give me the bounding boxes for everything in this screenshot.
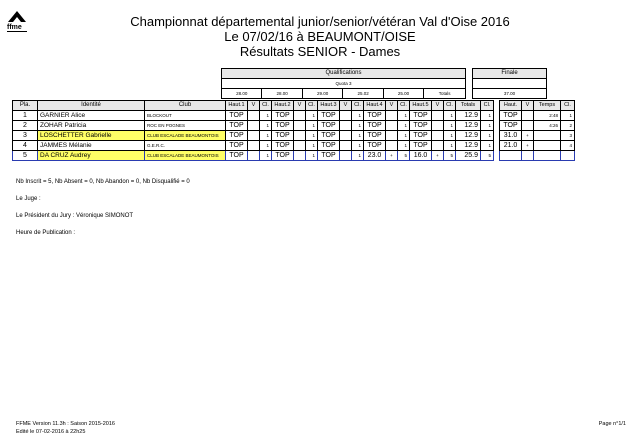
cell-rank: 1 [352,121,364,131]
cell-club: CLUB ESCALADE BEAUMONTOIS [145,151,226,161]
cell-rank: 1 [306,151,318,161]
cell-rank: 1 [444,111,456,121]
cell-height: TOP [364,131,386,141]
col-qualif: V [294,101,306,111]
col-qualif: Haut.1 [226,101,248,111]
route-time: 28.00 [262,89,302,99]
cell-club: CLUB ESCALADE BEAUMONTOIS [145,131,226,141]
cell-v [248,141,260,151]
qualifications-label: Qualifications [222,69,466,79]
footer-edited: Edité le 07-02-2016 à 22h25 [16,429,86,435]
cell-v [432,141,444,151]
table-row[interactable] [13,131,575,141]
cell-rank: 1 [398,131,410,141]
col-qualif: Haut.5 [410,101,432,111]
cell-v: + [432,151,444,161]
cell-height: TOP [318,111,340,121]
cell-finale-time: 4:26 [534,121,561,131]
col-qualif: V [340,101,352,111]
cell-v [294,131,306,141]
cell-rank: 5 [398,151,410,161]
cell-v [432,121,444,131]
cell-finale-rank: 3 [561,131,575,141]
col-qualif: Cl. [352,101,364,111]
president-label: Le Président du Jury : Véronique SIMONOT [16,213,134,219]
cell-v [340,121,352,131]
cell-name: LOSCHETTER Gabrielle [38,131,145,141]
col-finale: Temps [534,101,561,111]
cell-total-rank: 1 [481,141,494,151]
cell-finale-rank: 2 [561,121,575,131]
cell-v [340,151,352,161]
cell-finale-v [522,151,534,161]
cell-rank: 1 [352,111,364,121]
table-row[interactable] [13,141,575,151]
cell-finale-rank [561,151,575,161]
cell-club: BLOCKOUT [145,111,226,121]
cell-height: TOP [410,131,432,141]
cell-height: TOP [318,151,340,161]
col-finale: V [522,101,534,111]
cell-v [386,131,398,141]
publication-label: Heure de Publication : [16,230,76,236]
cell-height: TOP [226,121,248,131]
cell-rank: 1 [260,131,272,141]
cell-height: TOP [272,141,294,151]
cell-total-rank: 1 [481,131,494,141]
footer-version: FFME Version 11.3h : Saison 2015-2016 [16,421,115,427]
participant-counts: Nb Inscrit = 5, Nb Absent = 0, Nb Abandon = 0, Nb Disqualifié = 0 [16,179,190,185]
cell-total: 12.9 [456,121,481,131]
finale-header [472,68,547,99]
quota-label: Quota 3 [222,79,466,89]
col-qualif: Cl. [306,101,318,111]
cell-finale-height [500,151,522,161]
col-pla: Pla. [13,101,38,111]
table-row[interactable] [13,111,575,121]
cell-height: TOP [272,111,294,121]
cell-height: TOP [410,111,432,121]
cell-rank: 1 [306,111,318,121]
cell-pla: 2 [13,121,38,131]
cell-height: TOP [318,141,340,151]
col-qualif: V [432,101,444,111]
cell-name: GARNIER Alice [38,111,145,121]
cell-v [386,121,398,131]
cell-name: ZOHAR Patricia [38,121,145,131]
col-qualif: Cl. [444,101,456,111]
cell-v [340,141,352,151]
totals-label: Totals [424,89,466,99]
route-time: 29.00 [302,89,342,99]
cell-v: + [386,151,398,161]
cell-pla: 3 [13,131,38,141]
col-qualif: Haut.2 [272,101,294,111]
cell-rank: 1 [444,121,456,131]
col-finale: Cl. [561,101,575,111]
cell-v [248,121,260,131]
cell-rank: 1 [398,121,410,131]
cell-rank: 1 [352,141,364,151]
cell-v [248,131,260,141]
cell-rank: 1 [352,151,364,161]
cell-finale-time: 2:48 [534,111,561,121]
cell-finale-rank: 4 [561,141,575,151]
cell-club: ROC EN POGNES [145,121,226,131]
col-finale: Haut. [500,101,522,111]
cell-total-rank: 1 [481,111,494,121]
cell-rank: 1 [306,141,318,151]
cell-height: TOP [364,141,386,151]
page-title: Championnat départemental junior/senior/vétéran Val d'Oise 2016 [130,14,510,29]
cell-finale-height: 21.0 [500,141,522,151]
cell-height: TOP [272,131,294,141]
cell-height: TOP [226,151,248,161]
cell-finale-height: 31.0 [500,131,522,141]
cell-v [386,111,398,121]
route-time: 25.02 [343,89,383,99]
cell-rank: 1 [352,131,364,141]
cell-name: JAMMES Mélanie [38,141,145,151]
cell-rank: 1 [260,141,272,151]
cell-total-rank: 1 [481,121,494,131]
footer-page: Page n°1/1 [598,421,626,427]
finale-time: 37.00 [473,89,547,99]
cell-height: TOP [364,121,386,131]
cell-rank: 1 [260,121,272,131]
results-subtitle: Résultats SENIOR - Dames [239,44,401,59]
cell-height: TOP [272,151,294,161]
cell-rank: 1 [444,141,456,151]
cell-rank: 5 [444,151,456,161]
cell-height: TOP [410,121,432,131]
cell-v [294,111,306,121]
cell-v [340,111,352,121]
cell-v [248,151,260,161]
col-qualif: V [248,101,260,111]
cell-finale-height: TOP [500,111,522,121]
col-qualif: Haut.3 [318,101,340,111]
cell-height: 23.0 [364,151,386,161]
cell-v [432,111,444,121]
juge-label: Le Juge : [16,196,41,202]
table-row[interactable] [13,121,575,131]
cell-rank: 1 [306,121,318,131]
results-table [12,100,575,161]
cell-height: TOP [226,141,248,151]
cell-finale-v [522,121,534,131]
cell-total-rank: 5 [481,151,494,161]
cell-v [432,131,444,141]
cell-v [294,151,306,161]
cell-finale-height: TOP [500,121,522,131]
cell-finale-time [534,141,561,151]
col-qualif: V [386,101,398,111]
cell-height: TOP [318,121,340,131]
cell-name: DA CRUZ Audrey [38,151,145,161]
qualifications-header [221,68,466,99]
cell-height: TOP [226,131,248,141]
cell-v [340,131,352,141]
col-club: Club [145,101,226,111]
cell-finale-v: + [522,141,534,151]
cell-v [248,111,260,121]
cell-total: 12.9 [456,111,481,121]
cell-finale-v: + [522,131,534,141]
col-qualif: Cl. [260,101,272,111]
cell-height: 16.0 [410,151,432,161]
col-qualif: Haut.4 [364,101,386,111]
cell-rank: 1 [444,131,456,141]
cell-rank: 1 [260,111,272,121]
cell-rank: 1 [398,111,410,121]
cell-height: TOP [318,131,340,141]
cell-v [294,121,306,131]
cell-height: TOP [226,111,248,121]
cell-total: 12.9 [456,141,481,151]
route-time: 25.00 [383,89,423,99]
cell-rank: 1 [260,151,272,161]
table-row[interactable] [13,151,575,161]
cell-finale-rank: 1 [561,111,575,121]
svg-text:ffme: ffme [7,24,22,31]
cell-finale-time [534,131,561,141]
cell-height: TOP [272,121,294,131]
cell-pla: 1 [13,111,38,121]
route-time: 28.00 [222,89,262,99]
cell-pla: 5 [13,151,38,161]
finale-label: Finale [473,69,547,79]
cell-finale-time [534,151,561,161]
cell-total: 25.9 [456,151,481,161]
col-qualif: Cl. [481,101,494,111]
event-date-place: Le 07/02/16 à BEAUMONT/OISE [224,29,416,44]
cell-club: G.E.R.C. [145,141,226,151]
cell-v [294,141,306,151]
cell-total: 12.9 [456,131,481,141]
cell-v [386,141,398,151]
col-qualif: Totals [456,101,481,111]
col-identite: Identité [38,101,145,111]
cell-pla: 4 [13,141,38,151]
cell-rank: 1 [398,141,410,151]
cell-height: TOP [364,111,386,121]
cell-rank: 1 [306,131,318,141]
cell-height: TOP [410,141,432,151]
cell-finale-v [522,111,534,121]
col-qualif: Cl. [398,101,410,111]
